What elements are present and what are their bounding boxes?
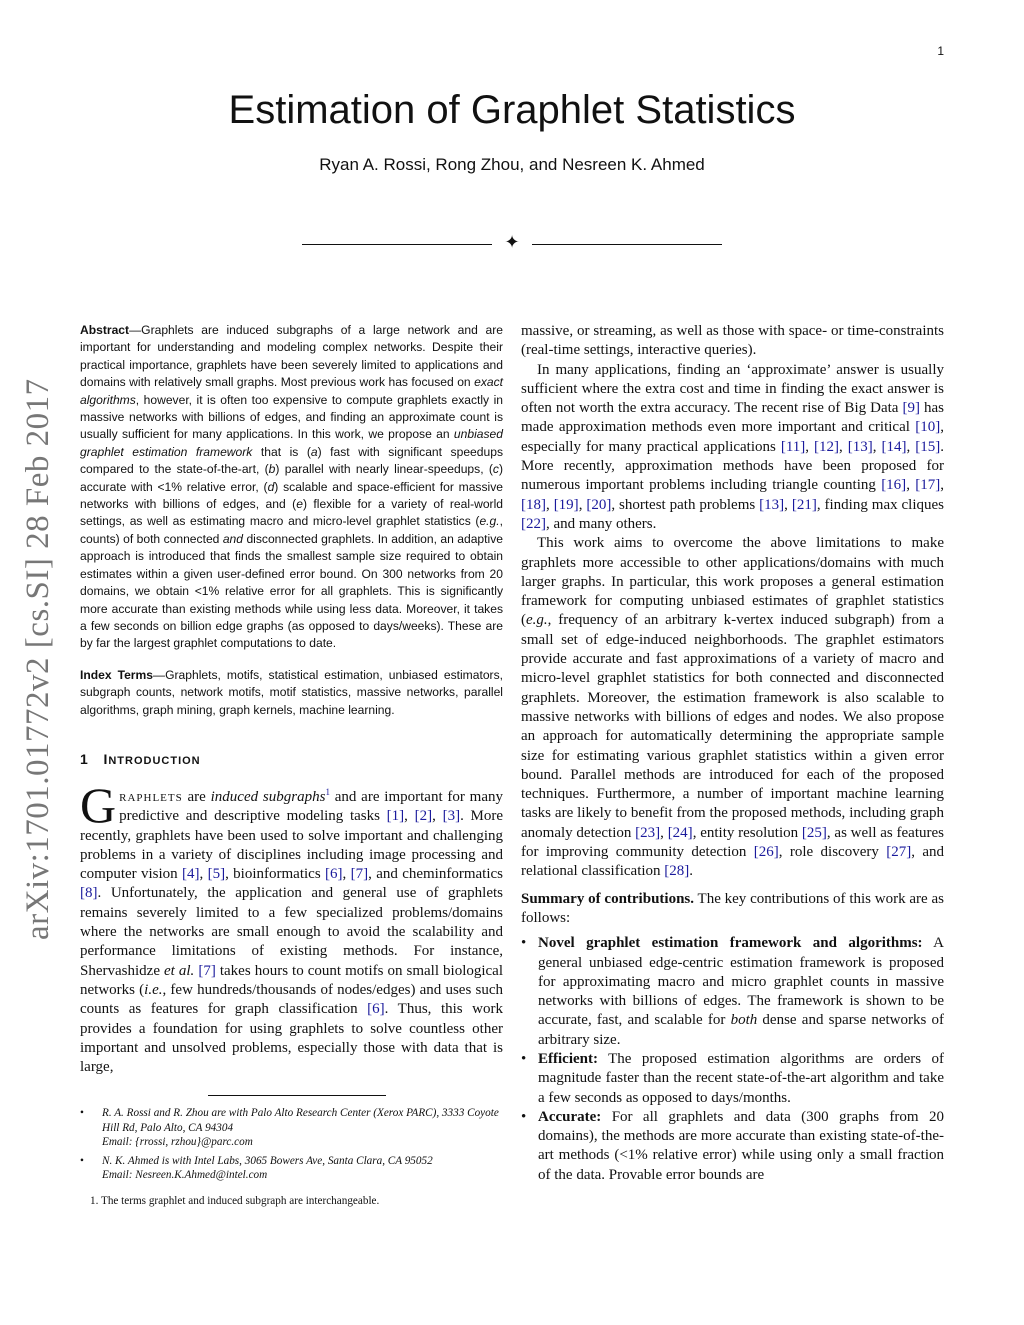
intro-text: ,: [342, 866, 351, 883]
abstract-text: —Graphlets are induced subgraphs of a large network and are important for understanding and modeling complex networks. Despite their practical importance, graphlets have been severely limited to applications and domains with relatively small graphs. Most previous work has focused on: [80, 323, 503, 390]
section-heading: [80, 751, 503, 767]
body-text: ,: [805, 438, 815, 455]
bullet-icon: •: [80, 1107, 84, 1120]
affiliation-email: Email: {rrossi, rzhou}@parc.com: [102, 1136, 253, 1149]
body-text: ,: [839, 438, 848, 455]
intro-continued: massive, or streaming, as well as those with space- or time-constraints (real-time settings, interactive queries).: [521, 323, 944, 359]
citation-link[interactable]: [21]: [791, 496, 817, 513]
intro-text: and are important for many predictive and descriptive modeling tasks: [119, 788, 504, 825]
body-text: , shortest path problems: [611, 496, 760, 513]
citation-link[interactable]: [22]: [521, 515, 546, 532]
arxiv-stamp: arXiv:1701.01772v2 [cs.SI] 28 Feb 2017: [20, 378, 56, 940]
abstract-text: that is (: [252, 444, 311, 459]
title-divider: [302, 230, 722, 260]
abstract-emphasis: b: [268, 462, 276, 477]
citation-link[interactable]: [13]: [759, 496, 785, 513]
intro-text: ,: [404, 808, 415, 825]
intro-paragraph: [80, 776, 504, 1077]
body-text: , entity resolution: [692, 824, 802, 841]
intro-text: are: [182, 788, 211, 805]
abstract-emphasis: exact algorithms: [80, 375, 503, 407]
body-text: ,: [660, 824, 668, 841]
list-item: [521, 1108, 944, 1185]
citation-link[interactable]: [6]: [367, 1001, 385, 1018]
citation-link[interactable]: [28]: [664, 863, 690, 880]
affiliation-text: R. A. Rossi and R. Zhou are with Palo Alto Research Center (Xerox PARC), 3333 Coyote Hill Rd, Palo Alto, CA 94304: [102, 1107, 499, 1134]
intro-emphasis: et al.: [164, 962, 195, 979]
body-text: The key contributions of this work are as follows:: [521, 890, 944, 926]
bullet-icon: •: [521, 1050, 527, 1067]
citation-link[interactable]: [13]: [847, 438, 873, 455]
intro-text: . Unfortunately, the application and general use of graphlets remains severely limited to a few specialized problems/domains where the networks are small enough to avoid the scalability and performance limitations of existing methods. For instance, Shervashidze: [80, 885, 503, 979]
citation-link[interactable]: [8]: [80, 885, 98, 902]
abstract-label: Abstract: [80, 323, 130, 337]
affiliation-email: Email: Nesreen.K.Ahmed@intel.com: [102, 1169, 268, 1182]
index-terms-label: Index Terms: [80, 667, 153, 682]
body-text: , especially for many practical applications: [521, 419, 944, 455]
paragraph-aims: [521, 534, 944, 881]
citation-link[interactable]: [6]: [325, 866, 343, 883]
list-item: [521, 1050, 944, 1108]
citation-link[interactable]: [9]: [902, 400, 920, 417]
intro-emphasis: i.e.: [144, 981, 163, 998]
affiliation-text: N. K. Ahmed is with Intel Labs, 3065 Bowers Ave, Santa Clara, CA 95052: [102, 1154, 433, 1167]
contributions-list: [521, 934, 944, 1185]
section-number: 1: [80, 750, 89, 767]
citation-link[interactable]: [7]: [350, 866, 369, 883]
abstract-emphasis: and: [222, 531, 244, 546]
contributions-heading: Summary of contributions.: [521, 890, 695, 907]
body-text: ,: [578, 496, 587, 513]
abstract-text: ) flexible for a variety of real-world settings, as well as estimating macro and micro-level graphlet statistics (: [80, 497, 503, 529]
abstract-text: disconnected graphlets. In addition, an adaptive approach is introduced that finds the smallest sample size required to obtain estimates within a given user-defined error bound. On 300 networks from 20 domains, we obtain <1% relative error for all graphlets. This is significantly more accurate than existing methods while using less data. Moreover, it takes a few seconds on billion edge graphs (as opposed to days/weeks). These are by far the largest graphlet computations to date.: [80, 531, 503, 651]
bullet-icon: •: [521, 1108, 527, 1125]
dropcap: G: [80, 776, 117, 833]
abstract-emphasis: e: [296, 497, 303, 512]
intro-text: . More recently, graphlets have been used to solve important and challenging problems in a variety of disciplines including image processing and computer vision: [80, 808, 504, 883]
list-item-heading: Efficient:: [538, 1050, 598, 1067]
body-text: ,: [940, 477, 945, 494]
citation-link[interactable]: [26]: [753, 844, 779, 861]
body-text: , finding max cliques: [816, 496, 945, 513]
citation-link[interactable]: [12]: [814, 438, 840, 455]
footnote-marker[interactable]: 1: [325, 786, 330, 797]
citation-link[interactable]: [11]: [780, 438, 806, 455]
list-item-text: dense and sparse networks of arbitrary size.: [538, 1012, 945, 1048]
intro-text: takes hours to count motifs on small biological networks (: [80, 962, 504, 998]
paragraph-approximation: [521, 361, 944, 535]
index-terms-text: —Graphlets, motifs, statistical estimation, unbiased estimators, subgraph counts, network motifs, motif statistics, massive networks, parallel algorithms, graph mining, graph kernels, machine learning.: [80, 667, 503, 717]
abstract-text: ) accurate with <1% relative error, (: [80, 462, 503, 494]
abstract-text: , however, it is often too expensive to compute graphlets exactly in massive networks with billions of edges, and finding an approximate count is usually sufficient for many applications. In this work, we propose an: [80, 392, 503, 442]
body-text: , and relational classification: [521, 844, 945, 880]
body-text: ,: [906, 438, 916, 455]
body-text: In many applications, finding an ‘approximate’ answer is usually sufficient where the extra cost and time in finding the exact answer is often not worth the extra accuracy. The recent rise of Big Data: [521, 361, 944, 417]
citation-link[interactable]: [10]: [915, 419, 941, 436]
authors: Ryan A. Rossi, Rong Zhou, and Nesreen K. Ahmed: [319, 155, 705, 174]
affiliations: [80, 1106, 503, 1183]
list-item-heading: Accurate:: [538, 1108, 602, 1125]
body-text: . More recently, approximation methods have been proposed for numerous important problems including triangle counting: [521, 438, 945, 494]
abstract-emphasis: c: [492, 462, 499, 477]
body-text: ,: [784, 496, 792, 513]
list-item-heading: Novel graphlet estimation framework and algorithms:: [538, 935, 923, 952]
list-item: [521, 934, 944, 1050]
body-text: , role discovery: [778, 844, 887, 861]
citation-link[interactable]: [16]: [881, 477, 907, 494]
citation-link[interactable]: [7]: [198, 962, 216, 979]
body-text: has made approximation methods even more important and critical: [521, 400, 945, 436]
index-terms: [80, 667, 503, 719]
list-item-text: The proposed estimation algorithms are orders of magnitude faster than the recent state-of-the-art algorithm and take a few seconds as opposed to days/months.: [538, 1050, 944, 1106]
citation-link[interactable]: [1]: [386, 808, 405, 825]
section-title-rest: NTRODUCTION: [108, 754, 201, 767]
citation-link[interactable]: [4]: [182, 866, 200, 883]
abstract-emphasis: unbiased graphlet estimation framework: [80, 427, 503, 459]
divider-diamond-icon: ✦: [504, 232, 520, 252]
bullet-icon: •: [521, 935, 527, 952]
citation-link[interactable]: [17]: [915, 477, 941, 494]
abstract-text: ) scalable and space-efficient for massive networks with billions of edges, and (: [80, 479, 503, 512]
intro-text: , and cheminformatics: [368, 866, 503, 883]
bullet-icon: •: [80, 1154, 84, 1167]
list-item-text: A general unbiased edge-centric estimation framework is proposed for approximating macro and micro graphlet counts in massive networks with billions of edges. The framework is shown to be accurate, fast, and scalable for: [538, 935, 944, 1029]
citation-link[interactable]: [5]: [207, 866, 226, 883]
abstract-emphasis: a: [310, 444, 318, 459]
page-number: 1: [937, 44, 944, 58]
citation-link[interactable]: [23]: [635, 824, 661, 841]
left-column: [80, 322, 503, 1207]
intro-text: ,: [432, 808, 443, 825]
body-text: ,: [546, 496, 554, 513]
body-text: ,: [906, 477, 916, 494]
body-text: , frequency of an arbitrary k-vertex induced subgraph) from a small set of edge-induced neighborhoods. The graphlet estimators provide accurate and fast approximations of a variety of macro and micro-level graphlet statistics for both connected and disconnected graphlets. Moreover, the estimation framework is also scalable to massive networks with billions of edges and nodes. We also propose an approach for automatically determining the appropriate sample size for estimating various graphlet statistics within a given error bound. Parallel methods are introduced for each of the proposed techniques. Furthermore, a number of important machine learning tasks are likely to benefit from the proposed methods, including graph anomaly detection: [521, 612, 944, 841]
footnote-rule: [208, 1095, 386, 1096]
contributions-intro: [521, 890, 944, 929]
abstract-emphasis: d: [267, 479, 275, 494]
intro-text: , bioinformatics: [225, 866, 326, 883]
abstract-text: ) fast with significant speedups compared to the state-of-the-art, (: [80, 444, 503, 477]
intro-text: , few hundreds/thousands of nodes/edges) and uses such counts as features for graph classification: [80, 981, 503, 1018]
citation-link[interactable]: [24]: [667, 824, 693, 841]
body-text: ,: [872, 438, 882, 455]
section-title-first: I: [103, 750, 109, 767]
divider-rule-right: [532, 244, 722, 245]
list-item-emphasis: both: [730, 1012, 758, 1029]
intro-text: . Thus, this work provides a foundation for using graphlets to solve countless other important and unsolved problems, especially those with data that is large,: [80, 1001, 503, 1076]
right-column: [521, 322, 944, 1185]
affiliation-item: [80, 1154, 503, 1183]
citation-link[interactable]: [27]: [886, 844, 912, 861]
citation-link[interactable]: [20]: [586, 496, 612, 513]
divider-rule-left: [302, 244, 492, 245]
abstract-text: , counts) of both connected: [80, 514, 503, 546]
abstract: [80, 322, 503, 653]
intro-emphasis: induced subgraphs: [210, 788, 326, 805]
footnote-1: 1. The terms graphlet and induced subgraph are interchangeable.: [90, 1194, 380, 1207]
citation-link[interactable]: [18]: [521, 496, 546, 513]
intro-smallcaps: raphlets: [119, 788, 183, 805]
body-emphasis: e.g.: [526, 612, 548, 629]
citation-link[interactable]: [2]: [414, 808, 433, 825]
body-text: This work aims to overcome the above limitations to make graphlets more accessible to other applications/domains with much larger graphs. In particular, this work proposes a general estimation framework for computing unbiased estimates of graphlet statistics (: [521, 535, 944, 629]
affiliation-item: [80, 1106, 503, 1150]
citation-link[interactable]: [14]: [881, 438, 907, 455]
paper-title: Estimation of Graphlet Statistics: [228, 88, 796, 132]
intro-text: ,: [199, 866, 208, 883]
body-text: , as well as features for improving community detection: [521, 824, 944, 861]
body-text: .: [689, 863, 694, 880]
abstract-emphasis: e.g.: [479, 514, 500, 529]
citation-link[interactable]: [3]: [442, 808, 461, 825]
body-text: , and many others.: [546, 515, 657, 532]
citation-link[interactable]: [15]: [915, 438, 941, 455]
citation-link[interactable]: [25]: [801, 824, 827, 841]
abstract-text: ) parallel with nearly linear-speedups, (: [275, 462, 493, 477]
list-item-text: For all graphlets and data (300 graphs from 20 domains), the methods are more accurate than existing state-of-the-art methods (<1% relative error) while using only a small fraction of the data. Provable error bounds are: [538, 1108, 944, 1183]
citation-link[interactable]: [19]: [553, 496, 579, 513]
